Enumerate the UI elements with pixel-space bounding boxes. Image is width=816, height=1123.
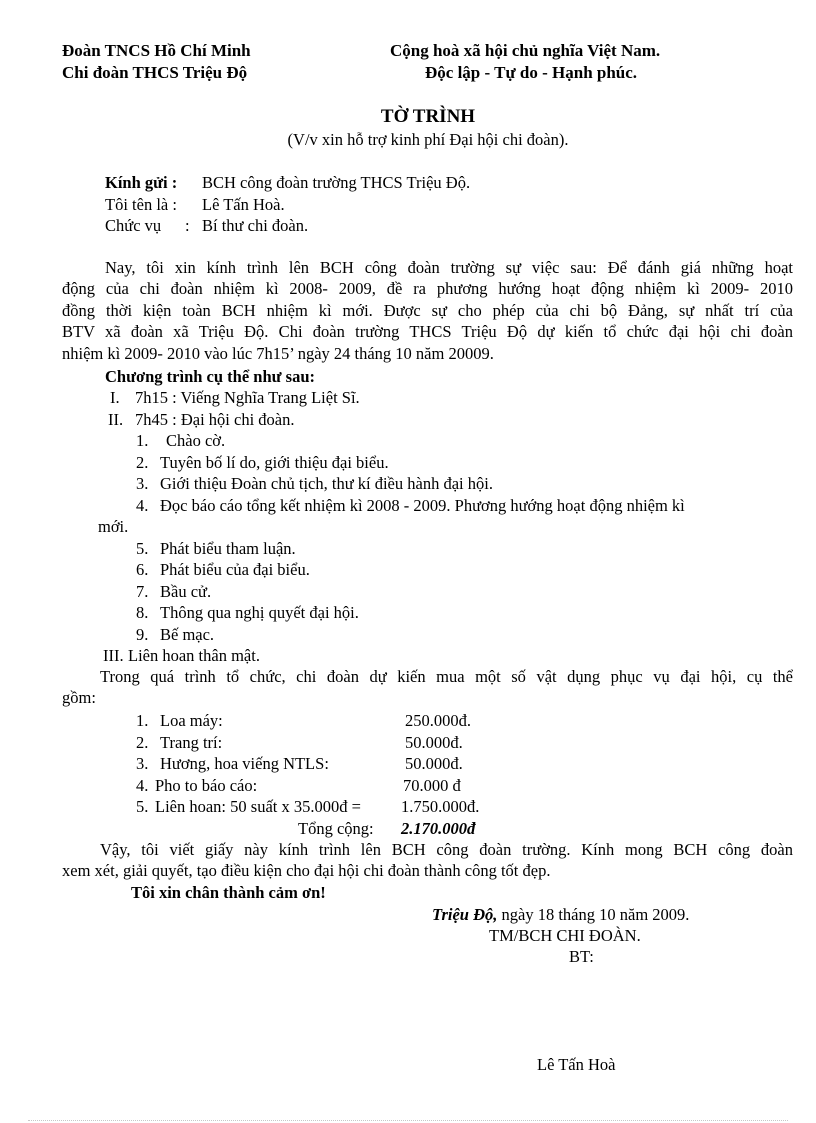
expense-number: 3. — [136, 754, 149, 773]
item-number: 8. — [136, 603, 149, 622]
recipient-value: BCH công đoàn trường THCS Triệu Độ. — [202, 173, 471, 192]
total-amount: 2.170.000đ — [401, 819, 476, 838]
intro-line: đồng thời kiện toàn BCH nhiệm kì mới. Được sự cho phép của chi bộ Đảng, sự nhất trí của — [62, 300, 793, 320]
closing-line: xem xét, giải quyết, tạo điều kiện cho đại hội chi đoàn thành công tốt đẹp. — [62, 861, 551, 881]
expense-item: Loa máy: — [160, 711, 223, 730]
intro-line: BTV xã đoàn xã Triệu Độ. Chi đoàn trường THCS Triệu Độ dự kiến tổ chức đại hội chi đoàn — [62, 322, 793, 342]
position-label: Chức vụ — [105, 216, 162, 235]
expense-amount: 50.000đ. — [405, 754, 463, 773]
program-item: Giới thiệu Đoàn chủ tịch, thư kí điều hành đại hội. — [160, 474, 493, 493]
signature-role: BT: — [569, 947, 594, 966]
item-number: 9. — [136, 625, 149, 644]
position-colon: : — [185, 216, 190, 235]
section-congress: 7h45 : Đại hội chi đoàn. — [135, 410, 295, 429]
item-number: 1. — [136, 431, 149, 450]
section-visit-memorial: 7h15 : Viếng Nghĩa Trang Liệt Sĩ. — [135, 388, 360, 407]
signature-date-line — [432, 904, 689, 925]
intro-line: động của chi đoàn nhiệm kì 2008- 2009, đề ra phương hướng hoạt động nhiệm kì 2009- 2010 — [62, 279, 793, 299]
program-item: Đọc báo cáo tổng kết nhiệm kì 2008 - 2009. Phương hướng hoạt động nhiệm kì — [160, 496, 685, 515]
expense-item: Pho to báo cáo: — [155, 776, 258, 795]
expense-item: Trang trí: — [160, 733, 223, 752]
intro-line: Nay, tôi xin kính trình lên BCH công đoàn trường sự việc sau: Để đánh giá những hoạt — [105, 258, 793, 277]
section-party: Liên hoan thân mật. — [128, 646, 260, 665]
document-title: TỜ TRÌNH — [380, 106, 476, 127]
section-number: III. — [103, 646, 124, 665]
expense-number: 1. — [136, 711, 149, 730]
signature-name: Lê Tấn Hoà — [537, 1055, 616, 1074]
expense-number: 5. — [136, 797, 149, 816]
signature-on-behalf: TM/BCH CHI ĐOÀN. — [489, 926, 641, 945]
expense-number: 4. — [136, 776, 149, 795]
sender-label: Tôi tên là : — [105, 195, 177, 214]
item-number: 3. — [136, 474, 149, 493]
program-item: Bế mạc. — [160, 625, 215, 644]
program-item: Thông qua nghị quyết đại hội. — [160, 603, 359, 622]
expense-amount: 1.750.000đ. — [401, 797, 480, 816]
expense-amount: 50.000đ. — [405, 733, 463, 752]
intro-line: nhiệm kì 2009- 2010 vào lúc 7h15’ ngày 24 tháng 10 năm 20009. — [62, 343, 494, 363]
purchase-line: gồm: — [62, 688, 96, 708]
closing-paragraph — [62, 839, 793, 882]
signature-date: ngày 18 tháng 10 năm 2009. — [501, 905, 690, 924]
nation-title: Cộng hoà xã hội chủ nghĩa Việt Nam. — [390, 41, 661, 60]
signature-place: Triệu Độ, — [432, 905, 498, 924]
item-number: 6. — [136, 560, 149, 579]
recipient-label: Kính gửi : — [105, 173, 178, 192]
total-label: Tổng cộng: — [298, 819, 374, 838]
item-number: 7. — [136, 582, 149, 601]
org-branch: Chi đoàn THCS Triệu Độ — [62, 63, 248, 82]
program-item: Tuyên bố lí do, giới thiệu đại biểu. — [160, 453, 389, 472]
sender-value: Lê Tấn Hoà. — [202, 195, 285, 214]
program-item: Chào cờ. — [166, 431, 226, 450]
purchase-line: Trong quá trình tổ chức, chi đoàn dự kiến mua một số vật dụng phục vụ đại hội, cụ thể — [100, 667, 793, 686]
expense-item: Liên hoan: 50 suất x 35.000đ = — [155, 797, 361, 816]
thanks-text: Tôi xin chân thành cảm ơn! — [131, 883, 326, 902]
program-item: Bầu cử. — [160, 582, 212, 601]
item-number: 4. — [136, 496, 149, 515]
section-number: II. — [108, 410, 124, 429]
section-number: I. — [110, 388, 120, 407]
purchase-paragraph — [62, 666, 793, 709]
program-item: Phát biểu của đại biểu. — [160, 560, 310, 579]
item-number: 2. — [136, 453, 149, 472]
program-heading: Chương trình cụ thể như sau: — [105, 367, 316, 386]
document-subtitle: (V/v xin hỗ trợ kinh phí Đại hội chi đoàn). — [287, 130, 569, 149]
program-item-continuation: mới. — [98, 517, 129, 536]
position-value: Bí thư chi đoàn. — [202, 216, 309, 235]
expense-amount: 250.000đ. — [405, 711, 471, 730]
expense-amount: 70.000 đ — [403, 776, 461, 795]
page-bottom-divider — [28, 1120, 788, 1121]
intro-paragraph — [62, 257, 793, 364]
item-number: 5. — [136, 539, 149, 558]
closing-line: Vậy, tôi viết giấy này kính trình lên BCH công đoàn trường. Kính mong BCH công đoàn — [100, 840, 793, 859]
nation-motto: Độc lập - Tự do - Hạnh phúc. — [425, 63, 638, 82]
program-item: Phát biểu tham luận. — [160, 539, 296, 558]
org-name: Đoàn TNCS Hồ Chí Minh — [62, 41, 251, 60]
expense-number: 2. — [136, 733, 149, 752]
expense-item: Hương, hoa viếng NTLS: — [160, 754, 329, 773]
